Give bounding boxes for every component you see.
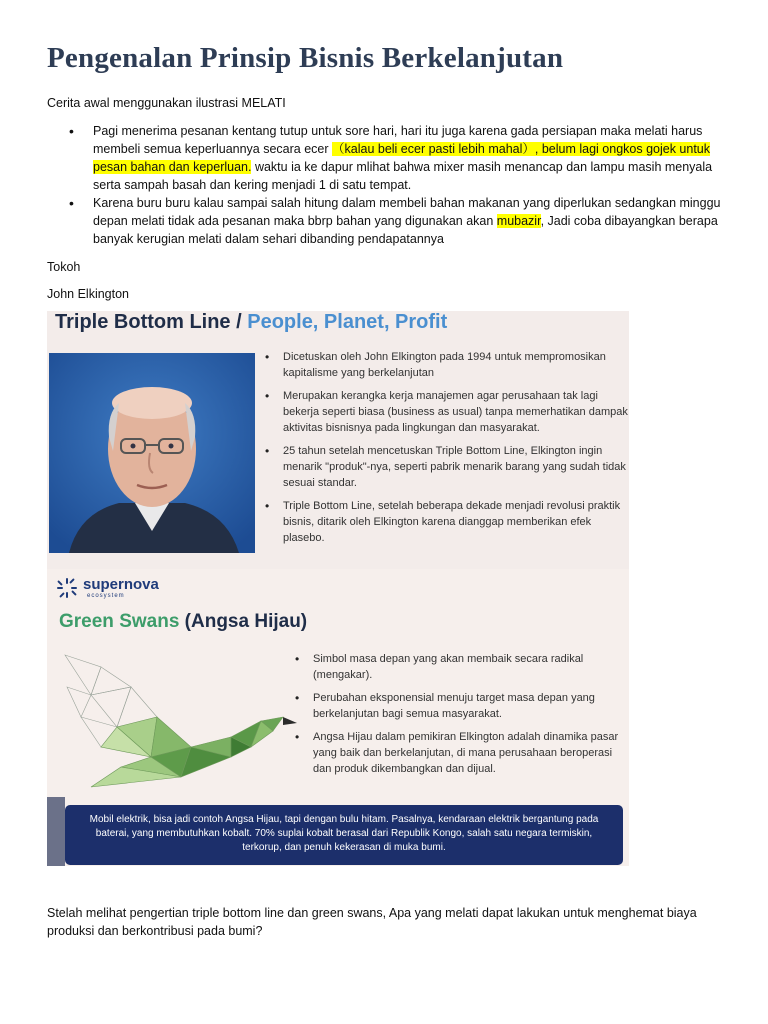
page-title: Pengenalan Prinsip Bisnis Berkelanjutan xyxy=(47,42,564,74)
slide-title-accent: People, Planet, Profit xyxy=(247,311,448,333)
decorative-bar xyxy=(47,797,65,866)
tokoh-label: Tokoh xyxy=(47,260,81,274)
list-item: • Angsa Hijau dalam pemikiran Elkington adalah dinamika pasar yang baik dan berkelanjutan, di mana perusahaan beroperasi dan produk dikembangkan dan dijual. xyxy=(289,729,629,777)
green-swan-illustration xyxy=(61,647,299,797)
intro-text: Cerita awal menggunakan ilustrasi MELATI xyxy=(47,96,286,110)
highlighted-text: （kalau beli ecer pasti lebih mahal）, belum lagi ongkos gojek untuk pesan bahan dan keperluan. xyxy=(93,142,711,174)
slide-bullets xyxy=(289,651,629,784)
closing-question: Stelah melihat pengertian triple bottom line dan green swans, Apa yang melati dapat lakukan untuk menghemat biaya produksi dan berkontribusi pada bumi? xyxy=(47,906,697,938)
green-swans-slide xyxy=(47,569,629,866)
list-item: • Merupakan kerangka kerja manajemen agar perusahaan tak lagi bekerja seperti biasa (business as usual) tanpa memerhatikan dampak aktivitas bisnisnya pada lingkungan dan masyarakat. xyxy=(259,388,629,436)
portrait-image xyxy=(49,353,255,553)
slide-bullets xyxy=(259,349,629,553)
slide-title-accent: Green Swans xyxy=(59,611,180,632)
bullet-text: Pagi menerima pesanan kentang tutup untuk sore hari, hari itu juga karena gada persiapan maka melati harus membeli semua keperluannya secara ecer xyxy=(93,124,703,156)
highlighted-text: mubazir xyxy=(496,214,541,228)
list-item: • Simbol masa depan yang akan membaik secara radikal (mengakar). xyxy=(289,651,629,683)
tokoh-name: John Elkington xyxy=(47,287,130,301)
slide-title-main: Triple Bottom Line / xyxy=(55,311,248,333)
list-item: • Perubahan eksponensial menuju target masa depan yang berkelanjutan bagi semua masyarakat. xyxy=(289,690,629,722)
list-item: • Triple Bottom Line, setelah beberapa dekade menjadi revolusi praktik bisnis, ditarik oleh Elkington karena dianggap memberikan efek plasebo. xyxy=(259,498,629,546)
note-box: Mobil elektrik, bisa jadi contoh Angsa Hijau, tapi dengan bulu hitam. Pasalnya, kendaraan elektrik bergantung pada baterai, yang membutuhkan kobalt. 70% suplai kobalt berasal dari Republik Kongo, salah satu negara termiskin, terkorup, dan penuh kekerasan di muka bumi. xyxy=(65,805,623,865)
list-item xyxy=(47,122,727,194)
slide-title xyxy=(59,611,307,633)
supernova-logo xyxy=(53,574,193,604)
bullet-text: waktu ia ke dapur mlihat bahwa mixer masih menancap dan lampu masih menyala serta sampah basah dan kering menjadi 1 di satu tempat. xyxy=(93,160,713,192)
portrait-photo xyxy=(49,353,255,553)
slide-title xyxy=(55,311,447,334)
list-item: • 25 tahun setelah mencetuskan Triple Bottom Line, Elkington ingin menarik "produk"-nya, seperti pabrik menarik barang yang sudah tidak sesuai standar. xyxy=(259,443,629,491)
bullet-text: Karena buru buru kalau sampai salah hitung dalam membeli bahan makanan yang diperlukan sedangkan minggu depan melati tidak ada pesanan maka bbrp bahan yang digunakan akan xyxy=(93,196,721,228)
list-item xyxy=(47,194,727,248)
story-bullets xyxy=(47,122,727,248)
bullet-text: , Jadi coba dibayangkan berapa banyak kerugian melati dalam sehari dibanding pendapatannya xyxy=(93,214,718,246)
list-item: • Dicetuskan oleh John Elkington pada 1994 untuk mempromosikan kapitalisme yang berkelanjutan xyxy=(259,349,629,381)
logo-name: supernova xyxy=(83,576,159,593)
triple-bottom-line-slide xyxy=(47,311,629,569)
logo-subtitle: ecosystem xyxy=(87,593,125,599)
logo-icon xyxy=(57,578,77,598)
slide-title-rest: (Angsa Hijau) xyxy=(179,611,308,632)
